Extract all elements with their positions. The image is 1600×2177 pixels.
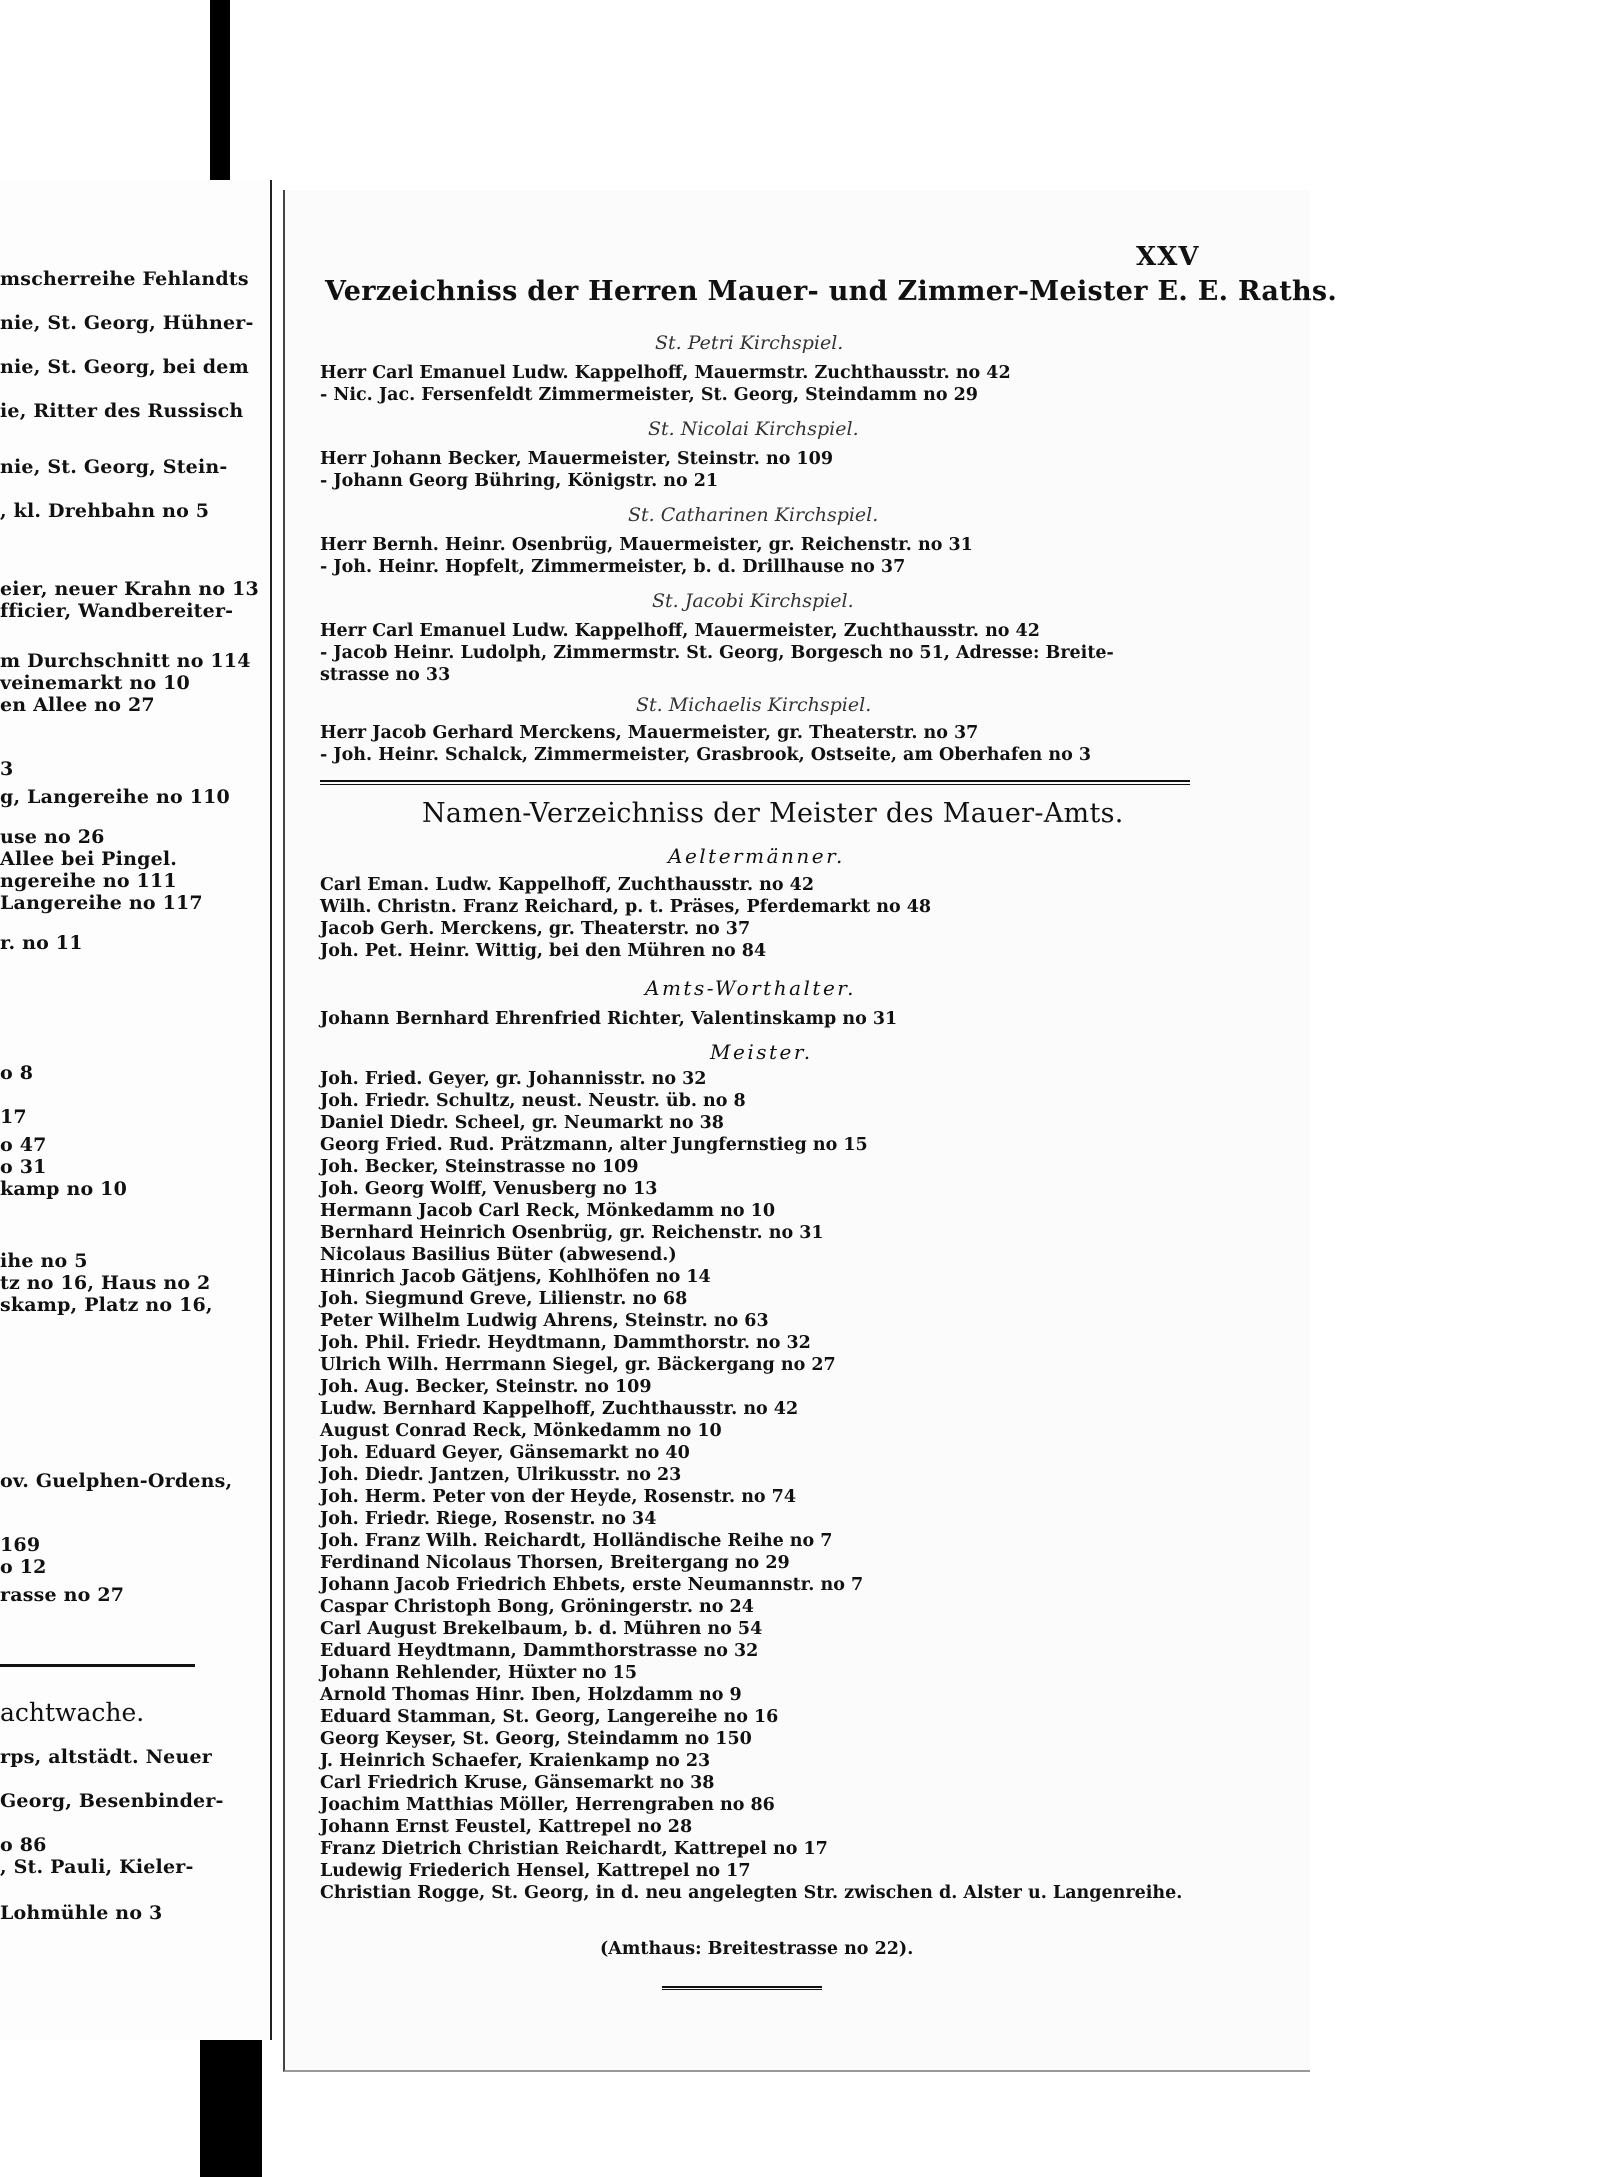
left-line: ihe no 5 <box>0 1250 88 1272</box>
worthalter-heading: Amts-Worthalter. <box>645 976 857 1000</box>
left-line: r. no 11 <box>0 932 83 954</box>
left-line: o 47 <box>0 1134 47 1156</box>
left-line: rasse no 27 <box>0 1584 125 1606</box>
meister-entry: Ulrich Wilh. Herrmann Siegel, gr. Bäckergang no 27 <box>320 1355 836 1375</box>
parish-entry: - Johann Georg Bühring, Königstr. no 21 <box>320 471 719 491</box>
left-line: o 31 <box>0 1156 47 1178</box>
footer-line: (Amthaus: Breitestrasse no 22). <box>600 1939 914 1959</box>
left-line: g, Langereihe no 110 <box>0 786 230 808</box>
left-line: ngereihe no 111 <box>0 870 177 892</box>
meister-entry: Joachim Matthias Möller, Herrengraben no 86 <box>320 1795 775 1815</box>
left-line: 169 <box>0 1534 41 1556</box>
gutter-bar-bottom <box>200 2040 262 2177</box>
meister-entry: Daniel Diedr. Scheel, gr. Neumarkt no 38 <box>320 1113 724 1133</box>
aeltermaenner-heading: Aeltermänner. <box>668 844 845 868</box>
left-line: o 86 <box>0 1834 47 1856</box>
left-line: mscherreihe Fehlandts <box>0 268 249 290</box>
meister-entry: Peter Wilhelm Ludwig Ahrens, Steinstr. no 63 <box>320 1311 769 1331</box>
meister-entry: Joh. Becker, Steinstrasse no 109 <box>320 1157 639 1177</box>
meister-entry: Hinrich Jacob Gätjens, Kohlhöfen no 14 <box>320 1267 711 1287</box>
meister-entry: Joh. Friedr. Schultz, neust. Neustr. üb. no 8 <box>320 1091 746 1111</box>
left-line: en Allee no 27 <box>0 694 155 716</box>
meister-entry: J. Heinrich Schaefer, Kraienkamp no 23 <box>320 1751 711 1771</box>
parish-entry: Herr Jacob Gerhard Merckens, Mauermeister, gr. Theaterstr. no 37 <box>320 723 979 743</box>
left-line: , kl. Drehbahn no 5 <box>0 500 210 522</box>
meister-entry: Ludewig Friederich Hensel, Kattrepel no 17 <box>320 1861 751 1881</box>
left-line: tz no 16, Haus no 2 <box>0 1272 211 1294</box>
meister-entry: Franz Dietrich Christian Reichardt, Kattrepel no 17 <box>320 1839 828 1859</box>
meister-entry: Joh. Friedr. Riege, Rosenstr. no 34 <box>320 1509 657 1529</box>
meister-entry: Johann Ernst Feustel, Kattrepel no 28 <box>320 1817 693 1837</box>
section-title: Namen-Verzeichniss der Meister des Mauer-Amts. <box>422 798 1124 829</box>
meister-entry: Arnold Thomas Hinr. Iben, Holzdamm no 9 <box>320 1685 742 1705</box>
worthalter-entry: Johann Bernhard Ehrenfried Richter, Valentinskamp no 31 <box>320 1009 898 1029</box>
left-line: o 12 <box>0 1556 47 1578</box>
parish-heading: St. Petri Kirchspiel. <box>655 332 844 354</box>
left-line: nie, St. Georg, Stein- <box>0 456 228 478</box>
meister-entry: Joh. Franz Wilh. Reichardt, Holländische Reihe no 7 <box>320 1531 833 1551</box>
page-number: XXV <box>1136 242 1200 272</box>
aeltermann-entry: Carl Eman. Ludw. Kappelhoff, Zuchthausstr. no 42 <box>320 875 815 895</box>
meister-entry: Eduard Stamman, St. Georg, Langereihe no 16 <box>320 1707 779 1727</box>
parish-entry: Herr Johann Becker, Mauermeister, Steinstr. no 109 <box>320 449 833 469</box>
meister-entry: Nicolaus Basilius Büter (abwesend.) <box>320 1245 677 1265</box>
left-line: nie, St. Georg, bei dem <box>0 356 249 378</box>
left-line: eier, neuer Krahn no 13 <box>0 578 259 600</box>
left-line: Lohmühle no 3 <box>0 1902 163 1924</box>
meister-entry: Joh. Fried. Geyer, gr. Johannisstr. no 32 <box>320 1069 707 1089</box>
parish-heading: St. Michaelis Kirchspiel. <box>636 694 872 716</box>
left-line: o 8 <box>0 1062 34 1084</box>
left-line: , St. Pauli, Kieler- <box>0 1856 194 1878</box>
parish-entry: - Joh. Heinr. Schalck, Zimmermeister, Grasbrook, Ostseite, am Oberhafen no 3 <box>320 745 1092 765</box>
left-line: skamp, Platz no 16, <box>0 1294 213 1316</box>
left-heading: achtwache. <box>0 1698 145 1727</box>
end-rule <box>662 1986 822 1990</box>
left-page <box>0 180 272 2040</box>
meister-entry: Bernhard Heinrich Osenbrüg, gr. Reichenstr. no 31 <box>320 1223 824 1243</box>
meister-entry: Joh. Georg Wolff, Venusberg no 13 <box>320 1179 658 1199</box>
left-line: 3 <box>0 758 14 780</box>
meister-entry: Hermann Jacob Carl Reck, Mönkedamm no 10 <box>320 1201 775 1221</box>
left-line: fficier, Wandbereiter- <box>0 600 234 622</box>
meister-entry: Johann Rehlender, Hüxter no 15 <box>320 1663 638 1683</box>
meister-entry: Christian Rogge, St. Georg, in d. neu angelegten Str. zwischen d. Alster u. Langenreihe. <box>320 1883 1183 1903</box>
left-rule <box>0 1664 195 1667</box>
meister-entry: Eduard Heydtmann, Dammthorstrasse no 32 <box>320 1641 759 1661</box>
left-line: rps, altstädt. Neuer <box>0 1746 212 1768</box>
left-line: use no 26 <box>0 826 105 848</box>
meister-entry: August Conrad Reck, Mönkedamm no 10 <box>320 1421 722 1441</box>
left-line: ov. Guelphen-Ordens, <box>0 1470 233 1492</box>
meister-entry: Georg Fried. Rud. Prätzmann, alter Jungfernstieg no 15 <box>320 1135 868 1155</box>
left-line: kamp no 10 <box>0 1178 128 1200</box>
left-line: Langereihe no 117 <box>0 892 203 914</box>
parish-entry: Herr Carl Emanuel Ludw. Kappelhoff, Mauermstr. Zuchthausstr. no 42 <box>320 363 1011 383</box>
meister-entry: Joh. Diedr. Jantzen, Ulrikusstr. no 23 <box>320 1465 682 1485</box>
meister-entry: Joh. Siegmund Greve, Lilienstr. no 68 <box>320 1289 688 1309</box>
meister-entry: Ferdinand Nicolaus Thorsen, Breitergang no 29 <box>320 1553 790 1573</box>
meister-entry: Johann Jacob Friedrich Ehbets, erste Neumannstr. no 7 <box>320 1575 864 1595</box>
left-line: ie, Ritter des Russisch <box>0 400 244 422</box>
gutter-bar-top <box>210 0 230 180</box>
parish-heading: St. Nicolai Kirchspiel. <box>648 418 859 440</box>
aeltermann-entry: Wilh. Christn. Franz Reichard, p. t. Präses, Pferdemarkt no 48 <box>320 897 932 917</box>
left-line: 17 <box>0 1106 27 1128</box>
parish-entry: - Jacob Heinr. Ludolph, Zimmermstr. St. Georg, Borgesch no 51, Adresse: Breite- <box>320 643 1114 663</box>
left-line: veinemarkt no 10 <box>0 672 190 694</box>
parish-entry: - Joh. Heinr. Hopfelt, Zimmermeister, b. d. Drillhause no 37 <box>320 557 906 577</box>
section-divider <box>320 780 1190 785</box>
meister-entry: Carl Friedrich Kruse, Gänsemarkt no 38 <box>320 1773 715 1793</box>
meister-entry: Joh. Phil. Friedr. Heydtmann, Dammthorstr. no 32 <box>320 1333 811 1353</box>
meister-entry: Ludw. Bernhard Kappelhoff, Zuchthausstr. no 42 <box>320 1399 799 1419</box>
meister-entry: Caspar Christoph Bong, Gröningerstr. no 24 <box>320 1597 754 1617</box>
aeltermann-entry: Jacob Gerh. Merckens, gr. Theaterstr. no 37 <box>320 919 751 939</box>
parish-entry: - Nic. Jac. Fersenfeldt Zimmermeister, St. Georg, Steindamm no 29 <box>320 385 978 405</box>
meister-entry: Carl August Brekelbaum, b. d. Mühren no 54 <box>320 1619 763 1639</box>
left-line: m Durchschnitt no 114 <box>0 650 251 672</box>
meister-entry: Joh. Herm. Peter von der Heyde, Rosenstr. no 74 <box>320 1487 797 1507</box>
parish-heading: St. Jacobi Kirchspiel. <box>652 590 854 612</box>
meister-heading: Meister. <box>710 1040 813 1064</box>
parish-entry: Herr Carl Emanuel Ludw. Kappelhoff, Mauermeister, Zuchthausstr. no 42 <box>320 621 1040 641</box>
left-line: nie, St. Georg, Hühner- <box>0 312 254 334</box>
parish-entry: Herr Bernh. Heinr. Osenbrüg, Mauermeister, gr. Reichenstr. no 31 <box>320 535 973 555</box>
left-line: Georg, Besenbinder- <box>0 1790 224 1812</box>
parish-heading: St. Catharinen Kirchspiel. <box>628 504 879 526</box>
left-line: Allee bei Pingel. <box>0 848 178 870</box>
page-title: Verzeichniss der Herren Mauer- und Zimmer-Meister E. E. Raths. <box>325 276 1338 307</box>
meister-entry: Georg Keyser, St. Georg, Steindamm no 150 <box>320 1729 752 1749</box>
meister-entry: Joh. Aug. Becker, Steinstr. no 109 <box>320 1377 652 1397</box>
meister-entry: Joh. Eduard Geyer, Gänsemarkt no 40 <box>320 1443 690 1463</box>
parish-entry: strasse no 33 <box>320 665 451 685</box>
aeltermann-entry: Joh. Pet. Heinr. Wittig, bei den Mühren no 84 <box>320 941 767 961</box>
